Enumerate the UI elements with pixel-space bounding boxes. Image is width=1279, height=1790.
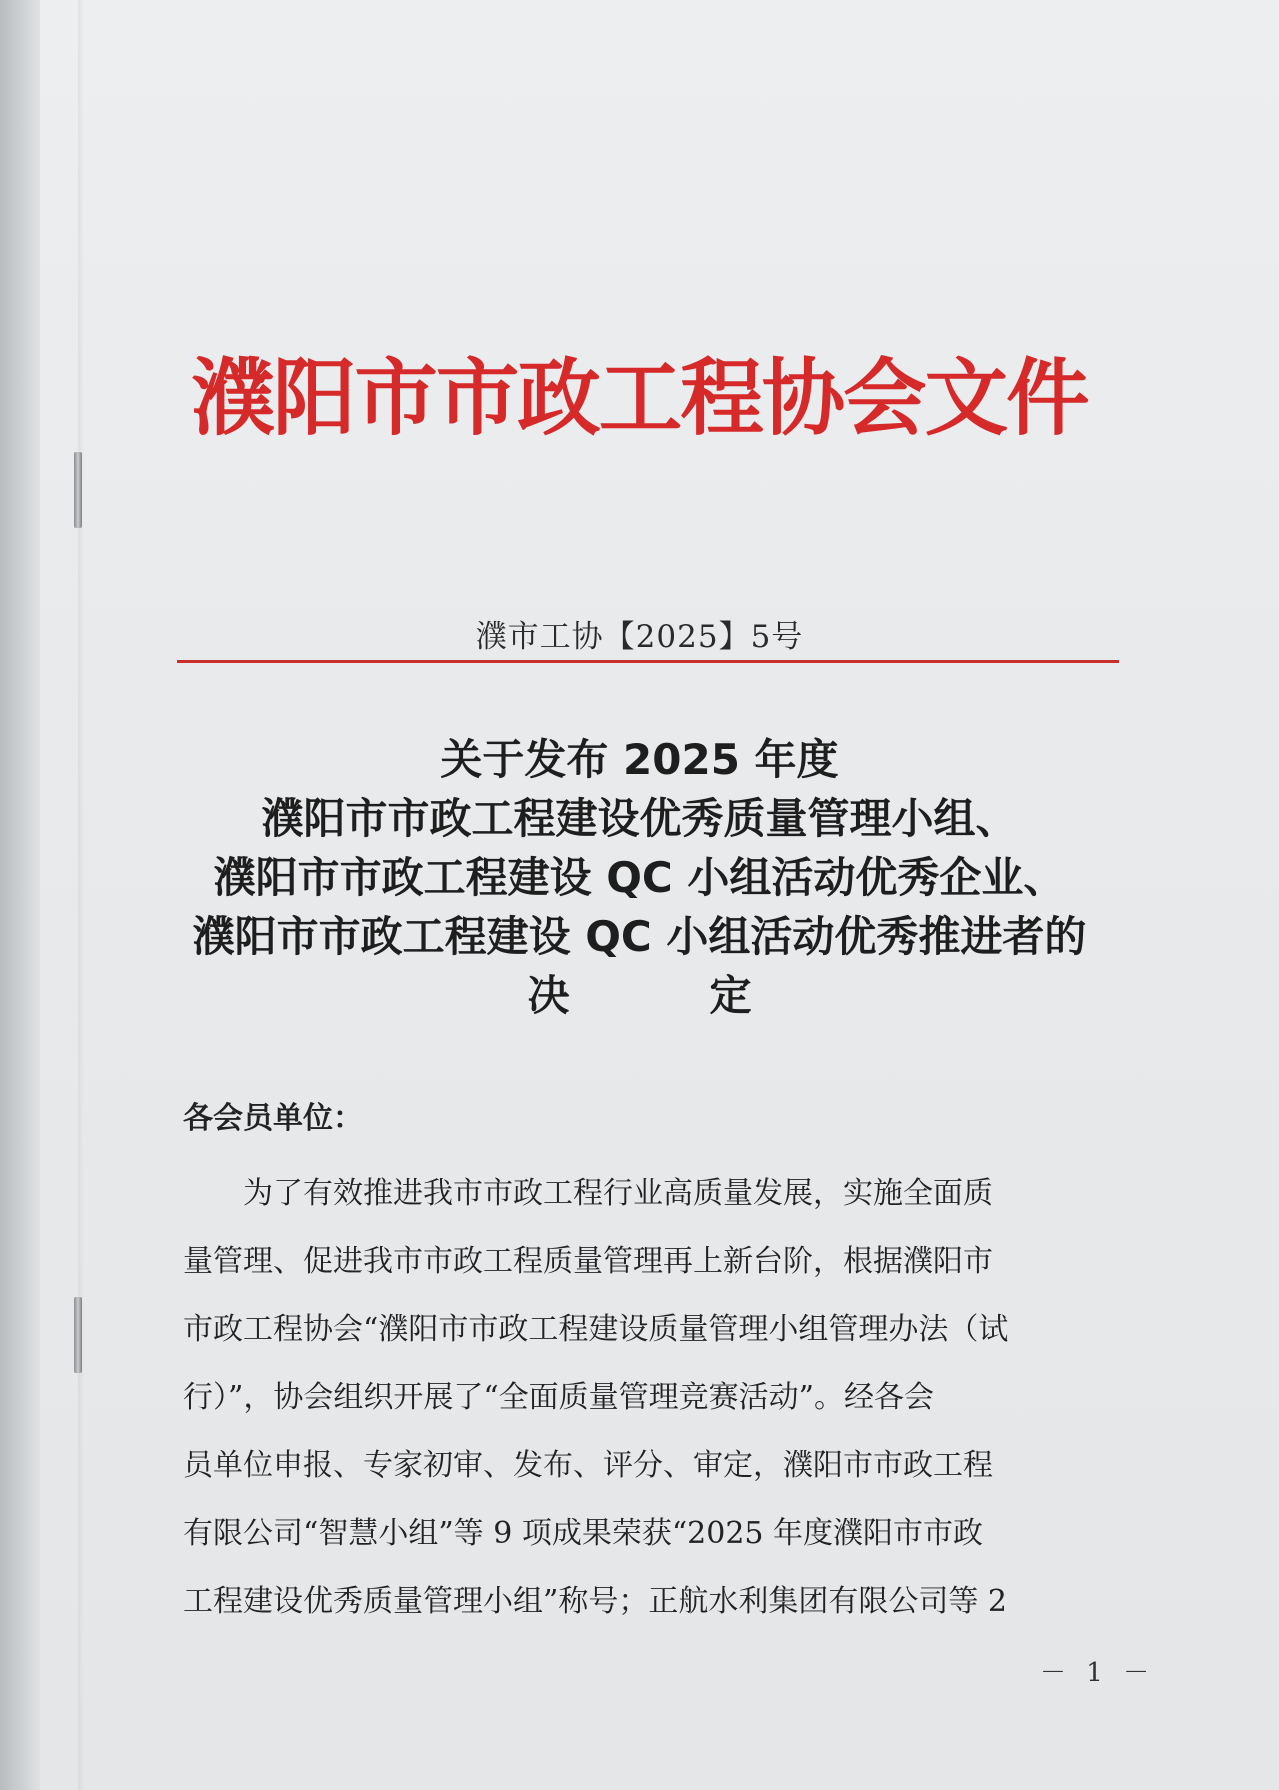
body-paragraph [183,1160,1121,1636]
salutation: 各会员单位： [183,1101,363,1136]
document-title [0,730,1279,1025]
title-line-decision: 决定 [527,971,892,1020]
body-line: 工程建设优秀质量管理小组”称号；正航水利集团有限公司等 2 [183,1584,1007,1619]
title-line: 关于发布 2025 年度 [440,735,839,784]
body-line: 量管理、促进我市市政工程质量管理再上新台阶，根据濮阳市 [183,1244,993,1279]
masthead-title: 濮阳市市政工程协会文件 [191,349,1088,447]
staple-top [74,452,82,528]
document-number: 濮市工协【2025】5号 [475,619,804,655]
title-line: 濮阳市市政工程建设 QC 小组活动优秀企业、 [213,853,1066,902]
body-line: 为了有效推进我市市政工程行业高质量发展，实施全面质 [243,1176,993,1211]
body-line: 员单位申报、专家初审、发布、评分、审定，濮阳市市政工程 [183,1448,993,1483]
staple-bottom [74,1297,82,1373]
body-line: 行）”，协会组织开展了“全面质量管理竞赛活动”。经各会 [183,1380,935,1415]
red-divider-rule [177,660,1119,663]
page-number: － 1 － [1040,1658,1156,1688]
body-line: 有限公司“智慧小组”等 9 项成果荣获“2025 年度濮阳市市政 [183,1516,984,1551]
body-line: 市政工程协会“濮阳市市政工程建设质量管理小组管理办法（试 [183,1312,1009,1347]
title-line: 濮阳市市政工程建设 QC 小组活动优秀推进者的 [192,912,1087,961]
title-line: 濮阳市市政工程建设优秀质量管理小组、 [261,794,1018,843]
